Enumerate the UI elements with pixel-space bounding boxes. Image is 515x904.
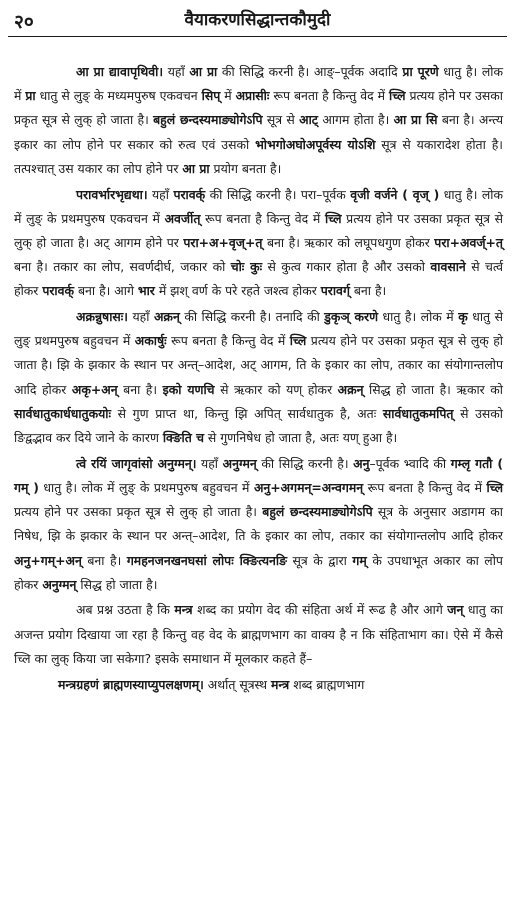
text-run: धातु से लुङ् के मध्यमपुरुष एकवचन [35,88,202,104]
bold-term: परावर्क् [173,186,206,202]
bold-term: गम् [352,552,367,568]
bold-term: अनुग्मन् [222,455,257,471]
text-run: प्रत्यय होने पर उसका प्रकृत सूत्र से लुक् हो जाता है। अट् आगम होने पर [14,210,503,250]
bold-term: परा+अ+वृज्+त् [183,234,263,250]
bold-term: अनु [353,455,370,471]
bold-term: सार्वधातुकार्धधातुकयोः [14,405,112,421]
bold-term: आट् [299,112,318,128]
paragraph-aa-praa [14,60,503,181]
bold-term: आ प्रा [182,160,210,176]
bold-term: परावर्भारभृद्यथा। [76,186,148,202]
bold-term: परावर्क् [42,283,75,299]
bold-term: अनु+अगमन्=अन्वगमन् [253,479,364,495]
text-run: में [220,88,236,104]
bold-term: अप्रासीः [235,88,270,104]
bold-term: बहुलं छन्दस्यमाङ्योगेऽपि [262,504,373,520]
text-run: –पूर्वक भ्वादि की [369,455,451,471]
text-run: यहाँ [147,186,174,202]
text-run: से कुत्व गकार होता है और उसको [262,259,431,275]
bold-term: वृजी वर्जने ( वृज् ) [350,186,440,202]
text-run: रूप बनता है किन्तु वेद में [269,88,389,104]
bold-term: क्ङिति च [162,430,204,446]
text-run: से उसको ङिद्वद्भाव कर दिये जाने के कारण [14,405,503,446]
bold-term: गम्लृ गतौ ( गम् ) [14,455,504,495]
text-run: बना है। ऋकार को लघूपधगुण होकर [262,234,435,250]
bold-term: गमहनजनखनघसां लोपः क्ङित्यनङि [126,552,287,568]
text-run: बना है। आगे [74,283,138,299]
bold-term: च्लि [289,333,307,349]
bold-term: अनु+गम्+अन् [14,552,82,568]
text-run: धातु से लुङ् प्रथमपुरुष बहुवचन में [14,309,503,349]
text-run: की सिद्धि करनी है। परा–पूर्वक [205,186,351,202]
page-header [0,6,515,36]
text-run: सूत्र से [262,112,300,128]
text-run: सूत्र के अनुसार अडागम का निषेध, झि के झकार के स्थान पर अन्त्–आदेश, ति के इकार का लोप, तकार का संयोगान्तलोप आदि होकर [14,504,503,544]
text-run: यहाँ [196,455,223,471]
text-run: यहाँ [163,64,190,79]
text-run: की सिद्धि करनी है। आङ्–पूर्वक अदादि [217,64,403,79]
text-run: की सिद्धि करनी है। तनादि की [179,309,325,325]
bold-term: भार [137,283,155,299]
header-rule [8,36,507,37]
bold-term: अक्रन् [337,381,364,397]
bold-term: आ प्रा द्यावापृथिवी। [76,64,164,79]
text-run: बना है। [349,283,387,299]
bold-term: मन्त्र [271,676,290,692]
bold-term: अकार्षुः [134,333,167,349]
text-run: प्रत्यय होने पर उसका प्रकृत सूत्र से लुक् हो जाता है। [14,88,503,128]
paragraph-anugman [14,452,503,597]
text-run: रूप बनता है किन्तु वेद में [166,333,290,349]
text-run: सूत्र के द्वारा [287,552,353,568]
text-run: में झश् वर्ण के परे रहते जश्त्व होकर [154,283,321,299]
bold-term: परा+अवर्ज्+त् [434,234,503,250]
bold-term: परावर्ग् [320,283,350,299]
text-run: प्रत्यय होने पर उसका प्रकृत सूत्र से लुक् हो जाता है। [14,504,263,520]
text-run: से चर्त्व होकर [14,259,503,299]
paragraph-question [14,598,503,671]
text-run: शब्द ब्राह्मणभाग [289,676,365,692]
text-run: के उपधाभूत अकार का लोप होकर [14,552,503,592]
bold-term: इको यणचि [162,381,215,397]
bold-term: जन् [447,602,464,618]
bold-term: अवर्जीत् [164,210,201,226]
page-number: २० [14,11,34,33]
bold-term: प्रा [25,88,36,104]
text-run: सूत्र से यकारादेश होता है। तत्पश्चात् उस यकार का लोप होने पर [14,136,503,176]
text-run: धातु का अजन्त प्रयोग दिखाया जा रहा है किन्तु वह वेद के ब्राह्मणभाग का वाक्य है न कि संहिताभाग का। ऐसे में कैसे च्लि का लुक् किया जा सकेगा? इसके समाधान में मूलकार कहते हैं– [14,602,503,666]
paragraph-akran [14,305,503,450]
text-run: अर्थात् सूत्रस्थ [203,676,271,692]
text-run: रूप बनता है किन्तु वेद में [363,479,487,495]
text-run: सिद्ध हो जाता है। ऋकार को [363,381,503,397]
bold-term: सिप् [201,88,221,104]
bold-term: सार्वधातुकमपित् [382,405,454,421]
text-run: आगम होता है। [318,112,394,128]
text-run: प्रत्यय होने पर उसका प्रकृत सूत्र से लुक् हो जाता है। झि के झकार के स्थान पर अन्त्–आदेश, अट् आगम, ति के इकार का लोप, तकार का संयोगान्तलोप आदि होकर [14,333,503,397]
bold-term: मन्त्र [174,602,193,618]
bold-term: बहुलं छन्दस्यमाङ्योगेऽपि [153,112,263,128]
bold-term: कृ [458,309,468,325]
bold-term: मन्त्रग्रहणं ब्राह्मणस्याप्युपलक्षणम्। [58,676,204,692]
text-run: बना है। [117,381,163,397]
text-run: से गुण प्राप्त था, किन्तु झि अपित् सार्वधातुक है, अतः [111,405,383,421]
text-run: शब्द का प्रयोग वेद की संहिता अर्थ में रूढ है और आगे [192,602,448,618]
text-run: यहाँ [128,309,154,325]
text-run: धातु है। लोक में लुङ् के प्रथमपुरुष बहुवचन में [38,479,254,495]
bold-term: त्वे रयिं जागृवांसो अनुग्मन्। [76,455,197,471]
text-run: अब प्रश्न उठता है कि [76,602,175,618]
text-run: से ऋकार को यण् होकर [214,381,338,397]
paragraph-paraavark [14,183,503,304]
bold-term: वावसाने [430,259,466,275]
text-run: बना है। [81,552,127,568]
bold-term: आ प्रा [189,64,218,79]
bold-term: च्लि [486,479,503,495]
bold-term: अक्रन्नुषासः। [76,309,128,325]
text-run: सिद्ध हो जाता है। [76,576,158,592]
bold-term: च्लि [388,88,406,104]
bold-term: अनुग्मन् [42,576,77,592]
text-run: धातु है। लोक में लुङ् के प्रथमपुरुष एकवचन में [14,186,503,226]
text-run: धातु है। लोक में [14,64,503,104]
bold-term: भोभगोअघोअपूर्वस्य योऽशि [255,136,376,152]
bold-term: अकृ+अन् [71,381,118,397]
page-body [14,60,503,698]
text-run: से गुणनिषेध हो जाता है, अतः यण् हुआ है। [203,430,398,446]
running-title: वैयाकरणसिद्धान्तकौमुदी [184,10,331,30]
text-run: की सिद्धि करनी है। [256,455,354,471]
bold-term: आ प्रा सि [393,112,438,128]
text-run: प्रयोग बनता है। [209,160,282,176]
bold-term: च्लि [324,210,342,226]
bold-term: डुकृञ् करणे [324,309,379,325]
text-run: बना है। तकार का लोप, सवर्णदीर्घ, जकार को [14,259,231,275]
bold-term: चोः कुः [230,259,263,275]
text-run: रूप बनता है किन्तु वेद में [200,210,325,226]
text-run: बना है। अन्त्य इकार का लोप होने पर सकार को रुत्व एवं उसको [14,112,504,152]
text-run: धातु है। लोक में [378,309,459,325]
bold-term: अक्रन् [153,309,180,325]
bold-term: प्रा पूरणे [402,64,439,79]
paragraph-mantra-grahanam [14,673,503,697]
